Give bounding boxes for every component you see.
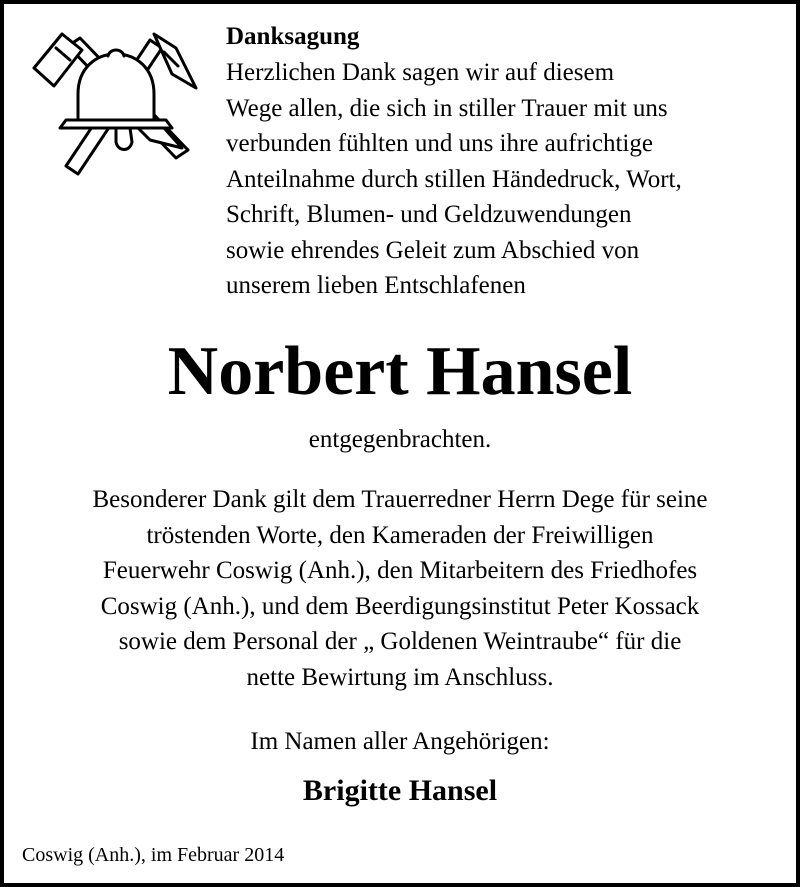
- special-thanks-paragraph: Besonderer Dank gilt dem Trauerredner Herrn Dege für seine tröstenden Worte, den Kameraden der Freiwilligen Feuerwehr Coswig (Anh.), den Mitarbeitern des Friedhofes Coswig (Anh.), und dem Beerdigungsinstitut Peter Kossack sowie dem Personal der „ Goldenen Weintraube“ für die nette Bewirtung im Anschluss.: [92, 486, 708, 691]
- place-and-date: Coswig (Anh.), im Februar 2014: [22, 844, 285, 866]
- intro-block: [226, 21, 786, 304]
- closing-phrase: entgegenbrachten.: [308, 426, 492, 453]
- notice-heading: Danksagung: [226, 23, 360, 50]
- signer-name: Brigitte Hansel: [302, 774, 498, 807]
- firefighter-helmet-crossed-axes-icon: [26, 22, 202, 182]
- deceased-name: Norbert Hansel: [167, 333, 633, 410]
- signoff-line: Im Namen aller Angehörigen:: [250, 728, 550, 755]
- intro-paragraph: Herzlichen Dank sagen wir auf diesem Wege allen, die sich in stiller Trauer mit uns verbunden fühlten und uns ihre aufrichtige Anteilnahme durch stillen Händedruck, Wort, Schrift, Blumen- und Geldzuwendungen sowie ehrendes Geleit zum Abschied von unserem lieben Entschlafenen: [226, 59, 682, 299]
